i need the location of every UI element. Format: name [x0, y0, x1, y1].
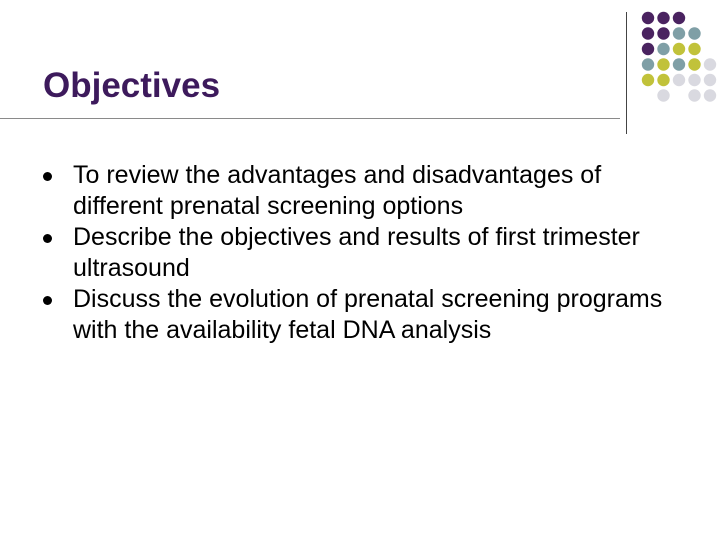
decorative-dot — [704, 89, 716, 101]
decorative-dot — [688, 74, 700, 86]
decorative-dot — [673, 12, 685, 24]
decorative-dot — [642, 74, 654, 86]
bullet-text: Discuss the evolution of prenatal screening programs with the availability fetal DNA analysis — [73, 285, 663, 344]
decorative-dot — [642, 12, 654, 24]
decorative-dot — [688, 27, 700, 39]
bullet-dot-icon — [43, 234, 52, 243]
decorative-dot — [642, 43, 654, 55]
bullet-item — [43, 222, 663, 284]
slide-title: Objectives — [43, 66, 221, 105]
decorative-dot — [673, 43, 685, 55]
decorative-dot — [657, 58, 669, 70]
decorative-dot — [657, 12, 669, 24]
bullet-item — [43, 160, 663, 222]
decorative-dot — [688, 43, 700, 55]
decorative-dot — [657, 27, 669, 39]
decorative-dot — [642, 58, 654, 70]
bullet-text: Describe the objectives and results of first trimester ultrasound — [73, 223, 640, 282]
decorative-dot — [673, 74, 685, 86]
bullet-dot-icon — [43, 172, 52, 181]
decorative-dot — [704, 74, 716, 86]
bullet-list — [43, 160, 663, 346]
bullet-text: To review the advantages and disadvantages of different prenatal screening options — [73, 161, 602, 220]
decorative-dot — [704, 58, 716, 70]
bullet-item — [43, 284, 663, 346]
decorative-dot — [657, 43, 669, 55]
decorative-dot — [688, 89, 700, 101]
decorative-dot — [642, 27, 654, 39]
bullet-dot-icon — [43, 296, 52, 305]
decorative-dot — [657, 89, 669, 101]
decorative-dot — [657, 74, 669, 86]
decorative-dot — [688, 58, 700, 70]
decorative-dot — [673, 58, 685, 70]
decorative-dot — [673, 27, 685, 39]
